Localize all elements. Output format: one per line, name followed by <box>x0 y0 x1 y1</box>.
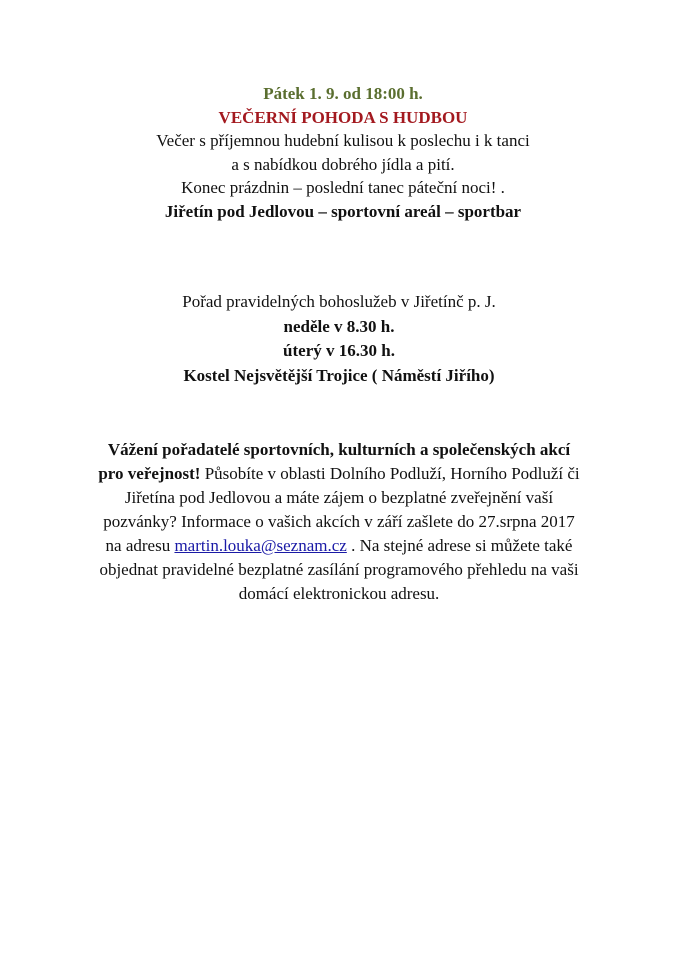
event-title: VEČERNÍ POHODA S HUDBOU <box>218 107 468 127</box>
event-date: Pátek 1. 9. od 18:00 h. <box>263 84 423 103</box>
services-sunday: neděle v 8.30 h. <box>283 316 395 336</box>
services-tuesday: úterý v 16.30 h. <box>283 341 395 360</box>
notice-line-5 <box>0 534 678 558</box>
event-description-line-1: Večer s příjemnou hudební kulisou k poslechu i k tanci <box>156 131 530 150</box>
organizers-notice <box>0 438 678 606</box>
services-place: Kostel Nejsvětější Trojice ( Náměstí Jiřího) <box>183 365 495 385</box>
notice-line-2 <box>0 462 678 486</box>
event-announcement <box>4 82 678 223</box>
event-location: Jiřetín pod Jedlovou – sportovní areál – sportbar <box>164 201 522 221</box>
notice-line-2-bold: pro veřejnost! <box>98 464 201 483</box>
notice-line-5-end: . Na stejné adrese si můžete také <box>346 536 573 555</box>
services-heading: Pořad pravidelných bohoslužeb v Jiřetínč p. J. <box>182 292 496 311</box>
notice-line-1: Vážení pořadatelé sportovních, kulturních a společenských akcí <box>107 440 571 459</box>
email-link[interactable]: martin.louka@seznam.cz <box>174 536 347 555</box>
notice-line-2-rest: Působíte v oblasti Dolního Podluží, Horního Podluží či <box>200 464 580 483</box>
notice-line-3: Jiřetína pod Jedlovou a máte zájem o bezplatné zveřejnění vaší <box>124 488 554 507</box>
notice-line-7: domácí elektronickou adresu. <box>238 584 440 603</box>
event-description-line-2: a s nabídkou dobrého jídla a pití. <box>231 154 455 174</box>
church-services <box>0 290 678 388</box>
notice-line-4: pozvánky? Informace o vašich akcích v září zašlete do 27.srpna 2017 <box>103 512 575 531</box>
event-description-line-3: Konec prázdnin – poslední tanec páteční noci! . <box>181 178 505 197</box>
notice-line-6: objednat pravidelné bezplatné zasílání programového přehledu na vaši <box>99 560 579 579</box>
notice-line-5-start: na adresu <box>105 536 175 555</box>
